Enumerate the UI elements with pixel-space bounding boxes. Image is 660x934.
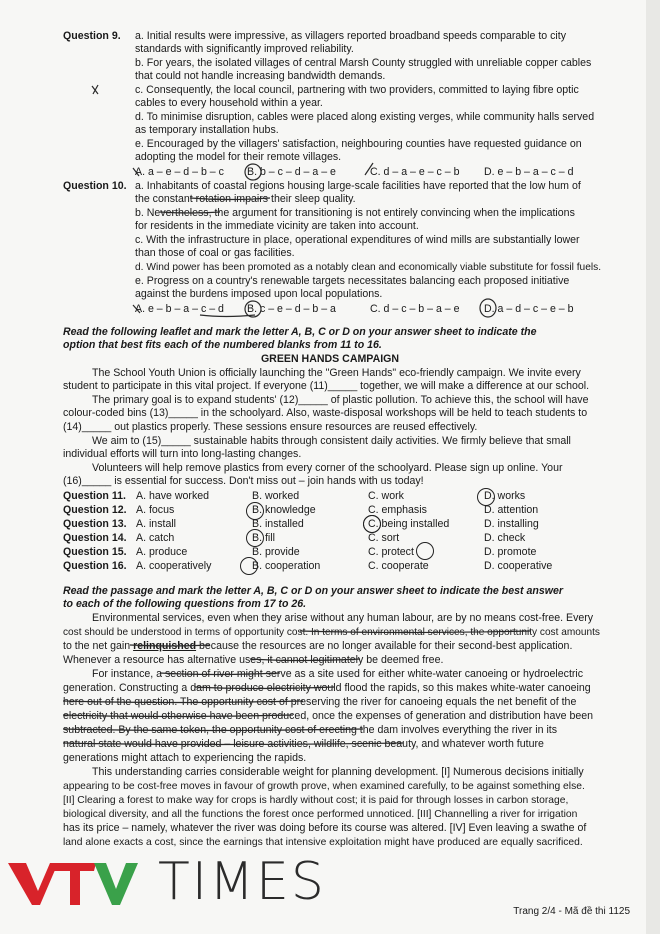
q10-a-line1: a. Inhabitants of coastal regions housing large-scale facilities have reported that the low hum of xyxy=(135,180,581,192)
answer-option-c[interactable]: C. being installed xyxy=(368,518,450,530)
page-edge-shadow xyxy=(646,0,660,934)
q9-a-line2: standards with significantly improved reliability. xyxy=(135,43,354,55)
q9-option-a[interactable]: A. a – e – d – b – c xyxy=(135,166,224,178)
leaflet-p4-line1: Volunteers will help remove plastics from every corner of the schoolyard. Please sign up online. Your xyxy=(92,462,563,474)
q10-option-b[interactable]: B. c – e – d – b – a xyxy=(247,303,336,315)
passage-line-16: has its price – namely, whatever the river was doing before its course was altered. [IV] Even leaving a swathe of xyxy=(63,822,587,834)
q9-option-d[interactable]: D. e – b – a – c – d xyxy=(484,166,574,178)
passage-line-5: For instance, a section of river might serve as a site used for either white-water canoeing or hydroelectric xyxy=(92,668,584,680)
q10-option-c[interactable]: C. d – c – b – a – e xyxy=(370,303,460,315)
passage-line-15: biological diversity, and all the functions the forest once performed unnoticed. [III] Channelling a river for irrigation xyxy=(63,809,578,820)
answer-option-a[interactable]: A. produce xyxy=(136,546,188,558)
passage-line-10: natural state would have provided – leisure activities, wildlife, scenic beauty, and whatever worth future xyxy=(63,738,544,750)
q9-c-line2: cables to every household within a year. xyxy=(135,97,323,109)
q9-e-line1: e. Encouraged by the villagers' satisfaction, neighbouring counties have requested guidance on xyxy=(135,138,582,150)
answer-option-b[interactable]: B. provide xyxy=(252,546,300,558)
passage-instruction-line2: to each of the following questions from 17 to 26. xyxy=(63,598,307,610)
page-footer: Trang 2/4 - Mã đề thi 1125 xyxy=(513,906,630,917)
passage-line-12: This understanding carries considerable weight for planning development. [I] Numerous decisions initially xyxy=(92,766,584,778)
q9-c-line1: c. Consequently, the local council, partnering with two providers, committed to laying fibre optic xyxy=(135,84,579,96)
leaflet-p1-line1: The School Youth Union is officially launching the "Green Hands" eco-friendly campaign. We invite every xyxy=(92,367,581,379)
q10-c-line2: than those of coal or gas facilities. xyxy=(135,247,295,259)
answer-option-c[interactable]: C. sort xyxy=(368,532,400,544)
passage-line-1: Environmental services, even when they arise without any human labour, are by no means cost-free. Every xyxy=(92,612,594,624)
q10-b-line1: b. Nevertheless, the argument for transitioning is not entirely convincing when the implications xyxy=(135,207,575,219)
answer-question-label: Question 13. xyxy=(63,518,127,530)
question-10-label: Question 10. xyxy=(63,180,127,192)
answer-option-c[interactable]: C. cooperate xyxy=(368,560,429,572)
answer-option-b[interactable]: B. cooperation xyxy=(252,560,321,572)
leaflet-p3-line2: individual efforts will turn into long-lasting changes. xyxy=(63,448,302,460)
q9-option-c[interactable]: C. d – a – e – c – b xyxy=(370,166,460,178)
answer-question-label: Question 14. xyxy=(63,532,127,544)
passage-line-9: subtracted. By the same token, the opportunity cost of erecting the dam involves everything the river in its xyxy=(63,724,558,736)
answer-option-a[interactable]: A. cooperatively xyxy=(136,560,212,572)
vtv-logo xyxy=(6,857,144,909)
passage-line-11: generations might attach to experiencing the rapids. xyxy=(63,752,307,764)
answer-option-d[interactable]: D. attention xyxy=(484,504,539,516)
q10-b-line2: for residents in the immediate vicinity are taken into account. xyxy=(135,220,419,232)
answer-option-d[interactable]: D. works xyxy=(484,490,526,502)
leaflet-p1-line2: student to participate in this vital project. If everyone (11)_____ together, we will make a difference at our school. xyxy=(63,380,590,392)
q9-a-line1: a. Initial results were impressive, as villagers reported broadband speeds comparable to city xyxy=(135,30,567,42)
answer-option-a[interactable]: A. install xyxy=(136,518,177,530)
passage-line-3 xyxy=(63,640,572,653)
passage-line-4: Whenever a resource has alternative uses, it cannot legitimately be deemed free. xyxy=(63,654,444,666)
answer-question-label: Question 16. xyxy=(63,560,127,572)
leaflet-instruction-line2: option that best fits each of the numbered blanks from 11 to 16. xyxy=(63,339,382,351)
q10-c-line1: c. With the infrastructure in place, operational expenditures of wind mills are substantially lower xyxy=(135,234,580,246)
answer-question-label: Question 12. xyxy=(63,504,127,516)
q9-d-line2: as temporary installation hubs. xyxy=(135,124,279,136)
answer-option-b[interactable]: B. fill xyxy=(252,532,275,544)
answer-question-label: Question 15. xyxy=(63,546,127,558)
q10-e-line2: against the burdens imposed upon local populations. xyxy=(135,288,383,300)
q10-a-line2: the constant rotation impairs their sleep quality. xyxy=(135,193,356,205)
leaflet-p2-line1: The primary goal is to expand students' (12)_____ of plastic pollution. To achieve this, the school will have xyxy=(92,394,589,406)
leaflet-p2-line2: colour-coded bins (13)_____ in the schoolyard. Also, waste-disposal workshops will be held to teach students to xyxy=(63,407,588,419)
times-logo-text: TIMES xyxy=(158,852,326,912)
relinquished-word: relinquished xyxy=(133,640,197,652)
passage-instruction-line1: Read the passage and mark the letter A, B, C or D on your answer sheet to indicate the best answer xyxy=(63,585,564,597)
answer-option-b[interactable]: B. worked xyxy=(252,490,300,502)
q9-b-line1: b. For years, the isolated villages of central Marsh County struggled with unreliable copper cables xyxy=(135,57,592,69)
passage-line-17: land alone exacts a cost, since the earnings that intensive exploitation might have produced are equally sacrificed. xyxy=(63,837,583,848)
answer-option-a[interactable]: A. catch xyxy=(136,532,175,544)
leaflet-p2-line3: (14)_____ out plastics properly. These sessions ensure resources are reused effectively. xyxy=(63,421,478,433)
passage-line-3-end: because the resources are no longer available for their second-best application. xyxy=(196,640,573,652)
answer-option-c[interactable]: C. emphasis xyxy=(368,504,427,516)
q9-e-line2: adopting the model for their remote villages. xyxy=(135,151,342,163)
answer-option-a[interactable]: A. have worked xyxy=(136,490,210,502)
answer-option-b[interactable]: B. installed xyxy=(252,518,304,530)
question-9-label: Question 9. xyxy=(63,30,121,42)
passage-line-2: cost should be understood in terms of opportunity cost. In terms of environmental services, the opportunity cost amounts xyxy=(63,627,600,638)
q9-option-b[interactable]: B. b – c – d – a – e xyxy=(247,166,336,178)
passage-line-14: [II] Clearing a forest to make way for crops is hardly without cost; it is paid for through losses in carbon storage, xyxy=(63,795,569,806)
q10-d-line1: d. Wind power has been promoted as a notably clean and economically viable substitute for fossil fuels. xyxy=(135,262,602,273)
answer-option-d[interactable]: D. check xyxy=(484,532,526,544)
answer-option-d[interactable]: D. promote xyxy=(484,546,537,558)
passage-line-6: generation. Constructing a dam to produce electricity would flood the rapids, so this makes white-water canoeing xyxy=(63,682,591,694)
passage-line-7: here out of the question. The opportunity cost of preserving the river for canoeing equals the net benefit of the xyxy=(63,696,577,708)
passage-line-13: appearing to be cost-free moves in favour of growth prove, when examined carefully, to be against something else. xyxy=(63,781,585,792)
leaflet-p4-line2: (16)_____ is essential for success. Don't miss out – join hands with us today! xyxy=(63,475,424,487)
q9-d-line1: d. To minimise disruption, cables were placed along existing verges, while community halls served xyxy=(135,111,595,123)
answer-option-c[interactable]: C. protect xyxy=(368,546,414,558)
answer-option-c[interactable]: C. work xyxy=(368,490,404,502)
answer-question-label: Question 11. xyxy=(63,490,126,502)
q9-b-line2: that could not handle increasing bandwidth demands. xyxy=(135,70,386,82)
passage-line-8: electricity that would otherwise have been produced, once the expenses of generation and distribution have been xyxy=(63,710,594,722)
q10-option-d[interactable]: D. a – d – c – e – b xyxy=(484,303,574,315)
answer-option-b[interactable]: B. knowledge xyxy=(252,504,316,516)
leaflet-p3-line1: We aim to (15)_____ sustainable habits through consistent daily activities. We firmly believe that small xyxy=(92,435,571,447)
leaflet-instruction-line1: Read the following leaflet and mark the letter A, B, C or D on your answer sheet to indicate the xyxy=(63,326,537,338)
answer-option-d[interactable]: D. installing xyxy=(484,518,539,530)
answer-option-a[interactable]: A. focus xyxy=(136,504,175,516)
leaflet-title: GREEN HANDS CAMPAIGN xyxy=(260,353,400,365)
passage-line-3-start: to the net gain xyxy=(63,640,134,652)
q10-e-line1: e. Progress on a country's renewable targets necessitates balancing each proposed initiative xyxy=(135,275,570,287)
pen-circle-mark xyxy=(416,542,434,560)
q10-option-a[interactable]: A. e – b – a – c – d xyxy=(135,303,224,315)
answer-option-d[interactable]: D. cooperative xyxy=(484,560,553,572)
